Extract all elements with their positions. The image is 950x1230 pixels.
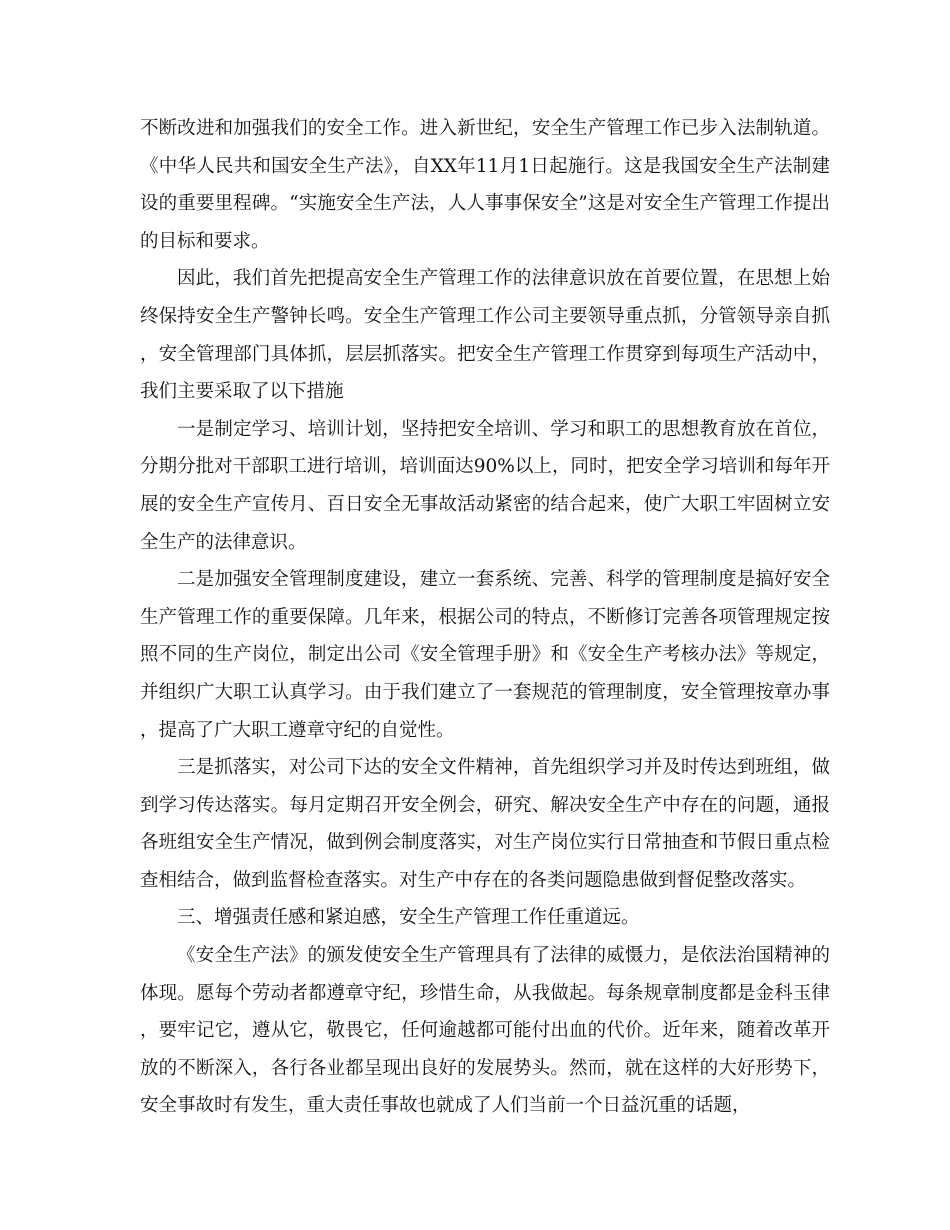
paragraph-2: 因此，我们首先把提高安全生产管理工作的法律意识放在首要位置，在思想上始终保持安全生产警钟长鸣。安全生产管理工作公司主要领导重点抓，分管领导亲自抓，安全管理部门具体抓，层层抓落实。把安全生产管理工作贯穿到每项生产活动中，我们主要采取了以下措施	[140, 268, 830, 403]
paragraph-3: 一是制定学习、培训计划，坚持把安全培训、学习和职工的思想教育放在首位，分期分批对干部职工进行培训，培训面达90%以上，同时，把安全学习培训和每年开展的安全生产宣传月、百日安全无事故活动紧密的结合起来，使广大职工牢固树立安全生产的法律意识。	[140, 418, 830, 553]
section-heading: 三、增强责任感和紧迫感，安全生产管理工作任重道远。	[177, 907, 640, 929]
document-body	[140, 110, 830, 1125]
paragraph-5: 三是抓落实，对公司下达的安全文件精神，首先组织学习并及时传达到班组，做到学习传达落实。每月定期召开安全例会，研究、解决安全生产中存在的问题，通报各班组安全生产情况，做到例会制度落实，对生产岗位实行日常抽查和节假日重点检查相结合，做到监督检查落实。对生产中存在的各类问题隐患做到督促整改落实。	[140, 757, 830, 891]
paragraph-1: 不断改进和加强我们的安全工作。进入新世纪，安全生产管理工作已步入法制轨道。《中华人民共和国安全生产法》，自XX年11月1日起施行。这是我国安全生产法制建设的重要里程碑。“实施安全生产法，人人事事保安全”这是对安全生产管理工作提出的目标和要求。	[140, 118, 830, 252]
paragraph-6: 《安全生产法》的颁发使安全生产管理具有了法律的威慑力，是依法治国精神的体现。愿每个劳动者都遵章守纪，珍惜生命，从我做起。每条规章制度都是金科玉律，要牢记它，遵从它，敬畏它，任何逾越都可能付出血的代价。近年来，随着改革开放的不断深入，各行各业都呈现出良好的发展势头。然而，就在这样的大好形势下，安全事故时有发生，重大责任事故也就成了人们当前一个日益沉重的话题，	[140, 945, 830, 1117]
paragraph-4: 二是加强安全管理制度建设，建立一套系统、完善、科学的管理制度是搞好安全生产管理工作的重要保障。几年来，根据公司的特点，不断修订完善各项管理规定按照不同的生产岗位，制定出公司《安全管理手册》和《安全生产考核办法》等规定，并组织广大职工认真学习。由于我们建立了一套规范的管理制度，安全管理按章办事，提高了广大职工遵章守纪的自觉性。	[140, 569, 830, 741]
